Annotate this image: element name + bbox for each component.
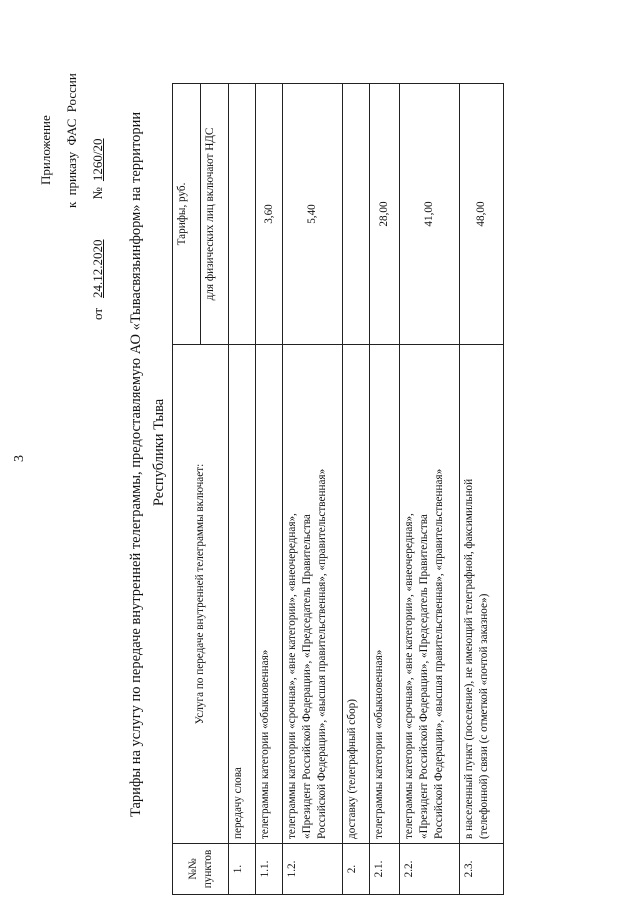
appendix-label: Приложение <box>38 115 53 185</box>
row-number: 2.2. <box>400 844 460 895</box>
table-row <box>229 84 256 895</box>
row-tariff: 28,00 <box>370 84 400 345</box>
row-service-line1: телеграммы категории «срочная», «вне категории», «внеочередная», <box>286 513 298 839</box>
order-reference <box>64 73 80 208</box>
row-number: 1. <box>229 844 256 895</box>
row-service <box>460 345 504 844</box>
row-service: телеграммы категории «обыкновенная» <box>256 345 283 844</box>
row-service-line2: «Президент Российской Федерации», «Председатель Правительства <box>418 514 430 839</box>
col-header-tariff-sub: для физических лиц включают НДС <box>201 84 229 345</box>
number-prefix: № <box>90 187 105 200</box>
row-service-line3: Российской Федерации», «высшая правительственная», «правительственная» <box>433 468 445 839</box>
order-date: 24.12.2020 <box>90 239 105 298</box>
row-number: 2.3. <box>460 844 504 895</box>
row-service <box>283 345 343 844</box>
row-tariff: 3,60 <box>256 84 283 345</box>
row-tariff: 48,00 <box>460 84 504 345</box>
row-tariff: 41,00 <box>400 84 460 345</box>
row-service <box>400 345 460 844</box>
row-number: 2.1. <box>370 844 400 895</box>
row-tariff <box>343 84 370 345</box>
row-service-line1: в населенный пункт (поселение), не имеющий телеграфной, факсимильной <box>463 478 475 839</box>
row-number: 1.2. <box>283 844 343 895</box>
row-service-line2: (телефонной) связи (с отметкой «почтой заказное») <box>478 593 490 839</box>
table-row <box>256 84 283 895</box>
col-header-tariff: Тарифы, руб. <box>173 84 201 345</box>
col-header-number-line2: пунктов <box>201 849 214 889</box>
col-header-service: Услуга по передаче внутренней телеграммы включает: <box>173 345 229 844</box>
table-row <box>283 84 343 895</box>
row-number: 2. <box>343 844 370 895</box>
row-number: 1.1. <box>256 844 283 895</box>
table-row <box>370 84 400 895</box>
table-header-row <box>173 84 201 895</box>
row-service: передачу слова <box>229 345 256 844</box>
date-prefix: от <box>90 307 105 320</box>
row-service-line2: «Президент Российской Федерации», «Председатель Правительства <box>301 514 313 839</box>
table-row <box>343 84 370 895</box>
col-header-number-line1: №№ <box>186 858 199 880</box>
row-service-line1: телеграммы категории «срочная», «вне категории», «внеочередная», <box>403 513 415 839</box>
col-header-number <box>173 844 229 895</box>
row-service-line3: Российской Федерации», «высшая правительственная», «правительственная» <box>316 468 328 839</box>
row-tariff <box>229 84 256 345</box>
tariffs-table <box>172 83 504 895</box>
table-row <box>400 84 460 895</box>
document-title-line1: Тарифы на услугу по передаче внутренней телеграммы, предоставляемую АО «Тывасвязьинформ» на территории <box>128 111 144 817</box>
page-number: 3 <box>12 455 27 462</box>
row-service: телеграммы категории «обыкновенная» <box>370 345 400 844</box>
row-tariff: 5,40 <box>283 84 343 345</box>
order-date-line <box>90 138 106 320</box>
order-prefix: к приказу <box>64 151 79 208</box>
order-number: 1260/20 <box>90 138 105 182</box>
row-service: доставку (телеграфный сбор) <box>343 345 370 844</box>
document-title-line2: Республики Тыва <box>151 398 167 507</box>
agency-name: ФАС России <box>64 73 79 146</box>
table-row <box>460 84 504 895</box>
